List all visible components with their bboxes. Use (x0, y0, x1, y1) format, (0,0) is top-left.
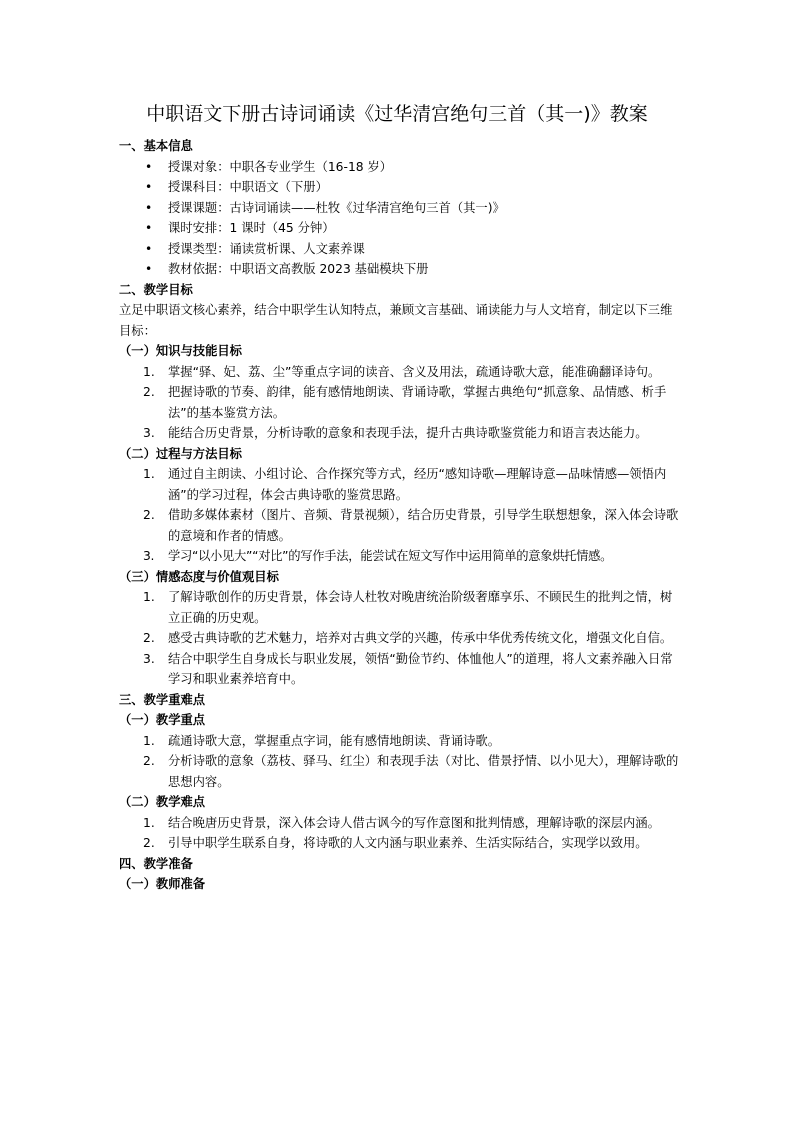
document-body (119, 136, 684, 895)
list-item: 3. 学习“以小见大”“对比”的写作手法，能尝试在短文写作中运用简单的意象烘托情感。 (143, 549, 613, 563)
bullet-icon: • (145, 241, 153, 256)
subheading-process-methods: （二）过程与方法目标 (119, 446, 242, 461)
list-item: 3. 能结合历史背景，分析诗歌的意象和表现手法，提升古典诗歌鉴赏能力和语言表达能力。 (143, 426, 648, 440)
bullet-icon: • (145, 180, 153, 194)
list-item: • 教材依据：中职语文高教版 2023 基础模块下册 (119, 259, 684, 280)
goals-intro: 立足中职语文核心素养，结合中职学生认知特点，兼顾文言基础、诵读能力与人文培育，制定以下三维目标： (119, 303, 673, 338)
subheading-difficult-points: （二）教学难点 (119, 795, 206, 809)
list-item: 2. 引导中职学生联系自身，将诗歌的人文内涵与职业素养、生活实际结合，实现学以致用。 (143, 836, 648, 850)
process-goals-list (119, 464, 684, 567)
list-item: • 授课对象：中职各专业学生（16-18 岁） (119, 157, 684, 178)
list-item: • 授课类型：诵读赏析课、人文素养课 (119, 239, 684, 260)
list-item: • 课时安排：1 课时（45 分钟） (119, 218, 684, 239)
list-item: 1. 了解诗歌创作的历史背景，体会诗人杜牧对晚唐统治阶级奢靡享乐、不顾民生的批判之情，树立正确的历史观。 (143, 590, 673, 625)
list-item: 2. 把握诗歌的节奏、韵律，能有感情地朗读、背诵诗歌，掌握古典绝句“抓意象、品情感、析手法”的基本鉴赏方法。 (143, 385, 667, 420)
section-heading-teaching-prep: 四、教学准备 (119, 856, 193, 871)
emotion-goals-list (119, 587, 684, 690)
difficult-points-list (119, 813, 684, 854)
subheading-knowledge-skills: （一）知识与技能目标 (119, 344, 242, 358)
list-item: 2. 感受古典诗歌的艺术魅力，培养对古典文学的兴趣，传承中华优秀传统文化，增强文化自信。 (143, 631, 673, 645)
list-item: 2. 借助多媒体素材（图片、音频、背景视频），结合历史背景，引导学生联想想象，深入体会诗歌的意境和作者的情感。 (143, 508, 679, 543)
subheading-emotion-values: （三）情感态度与价值观目标 (119, 569, 279, 584)
section-heading-key-difficult: 三、教学重难点 (119, 692, 206, 707)
document-title: 中职语文下册古诗词诵读《过华清宫绝句三首（其一)》教案 (146, 103, 648, 125)
knowledge-goals-list (119, 362, 684, 444)
list-item: 3. 结合中职学生自身成长与职业发展，领悟“勤俭节约、体恤他人”的道理，将人文素养融入日常学习和职业素养培育中。 (143, 651, 673, 686)
list-item: 1. 疏通诗歌大意，掌握重点字词，能有感情地朗读、背诵诗歌。 (143, 733, 501, 748)
basic-info-list (119, 157, 684, 280)
section-heading-basic-info: 一、基本信息 (119, 139, 193, 153)
list-item: 1. 掌握“驿、妃、荔、尘”等重点字词的读音、含义及用法，疏通诗歌大意，能准确翻译诗句。 (143, 364, 661, 379)
list-item: • 授课科目：中职语文（下册） (119, 177, 684, 198)
bullet-icon: • (145, 159, 153, 174)
list-item: 1. 通过自主朗读、小组讨论、合作探究等方式，经历“感知诗歌—理解诗意—品味情感—领悟内涵”的学习过程，体会古典诗歌的鉴赏思路。 (143, 467, 667, 502)
list-item: • 授课课题：古诗词诵读——杜牧《过华清宫绝句三首（其一)》 (119, 198, 684, 219)
section-heading-teaching-goals: 二、教学目标 (119, 282, 193, 297)
bullet-icon: • (145, 262, 153, 276)
bullet-icon: • (145, 221, 153, 235)
bullet-icon: • (145, 200, 153, 215)
subheading-teacher-prep: （一）教师准备 (119, 877, 206, 891)
key-points-list (119, 731, 684, 793)
list-item: 1. 结合晚唐历史背景，深入体会诗人借古讽今的写作意图和批判情感，理解诗歌的深层内涵。 (143, 815, 660, 830)
subheading-key-points: （一）教学重点 (119, 713, 206, 727)
list-item: 2. 分析诗歌的意象（荔枝、驿马、红尘）和表现手法（对比、借景抒情、以小见大），理解诗歌的思想内容。 (143, 754, 679, 789)
